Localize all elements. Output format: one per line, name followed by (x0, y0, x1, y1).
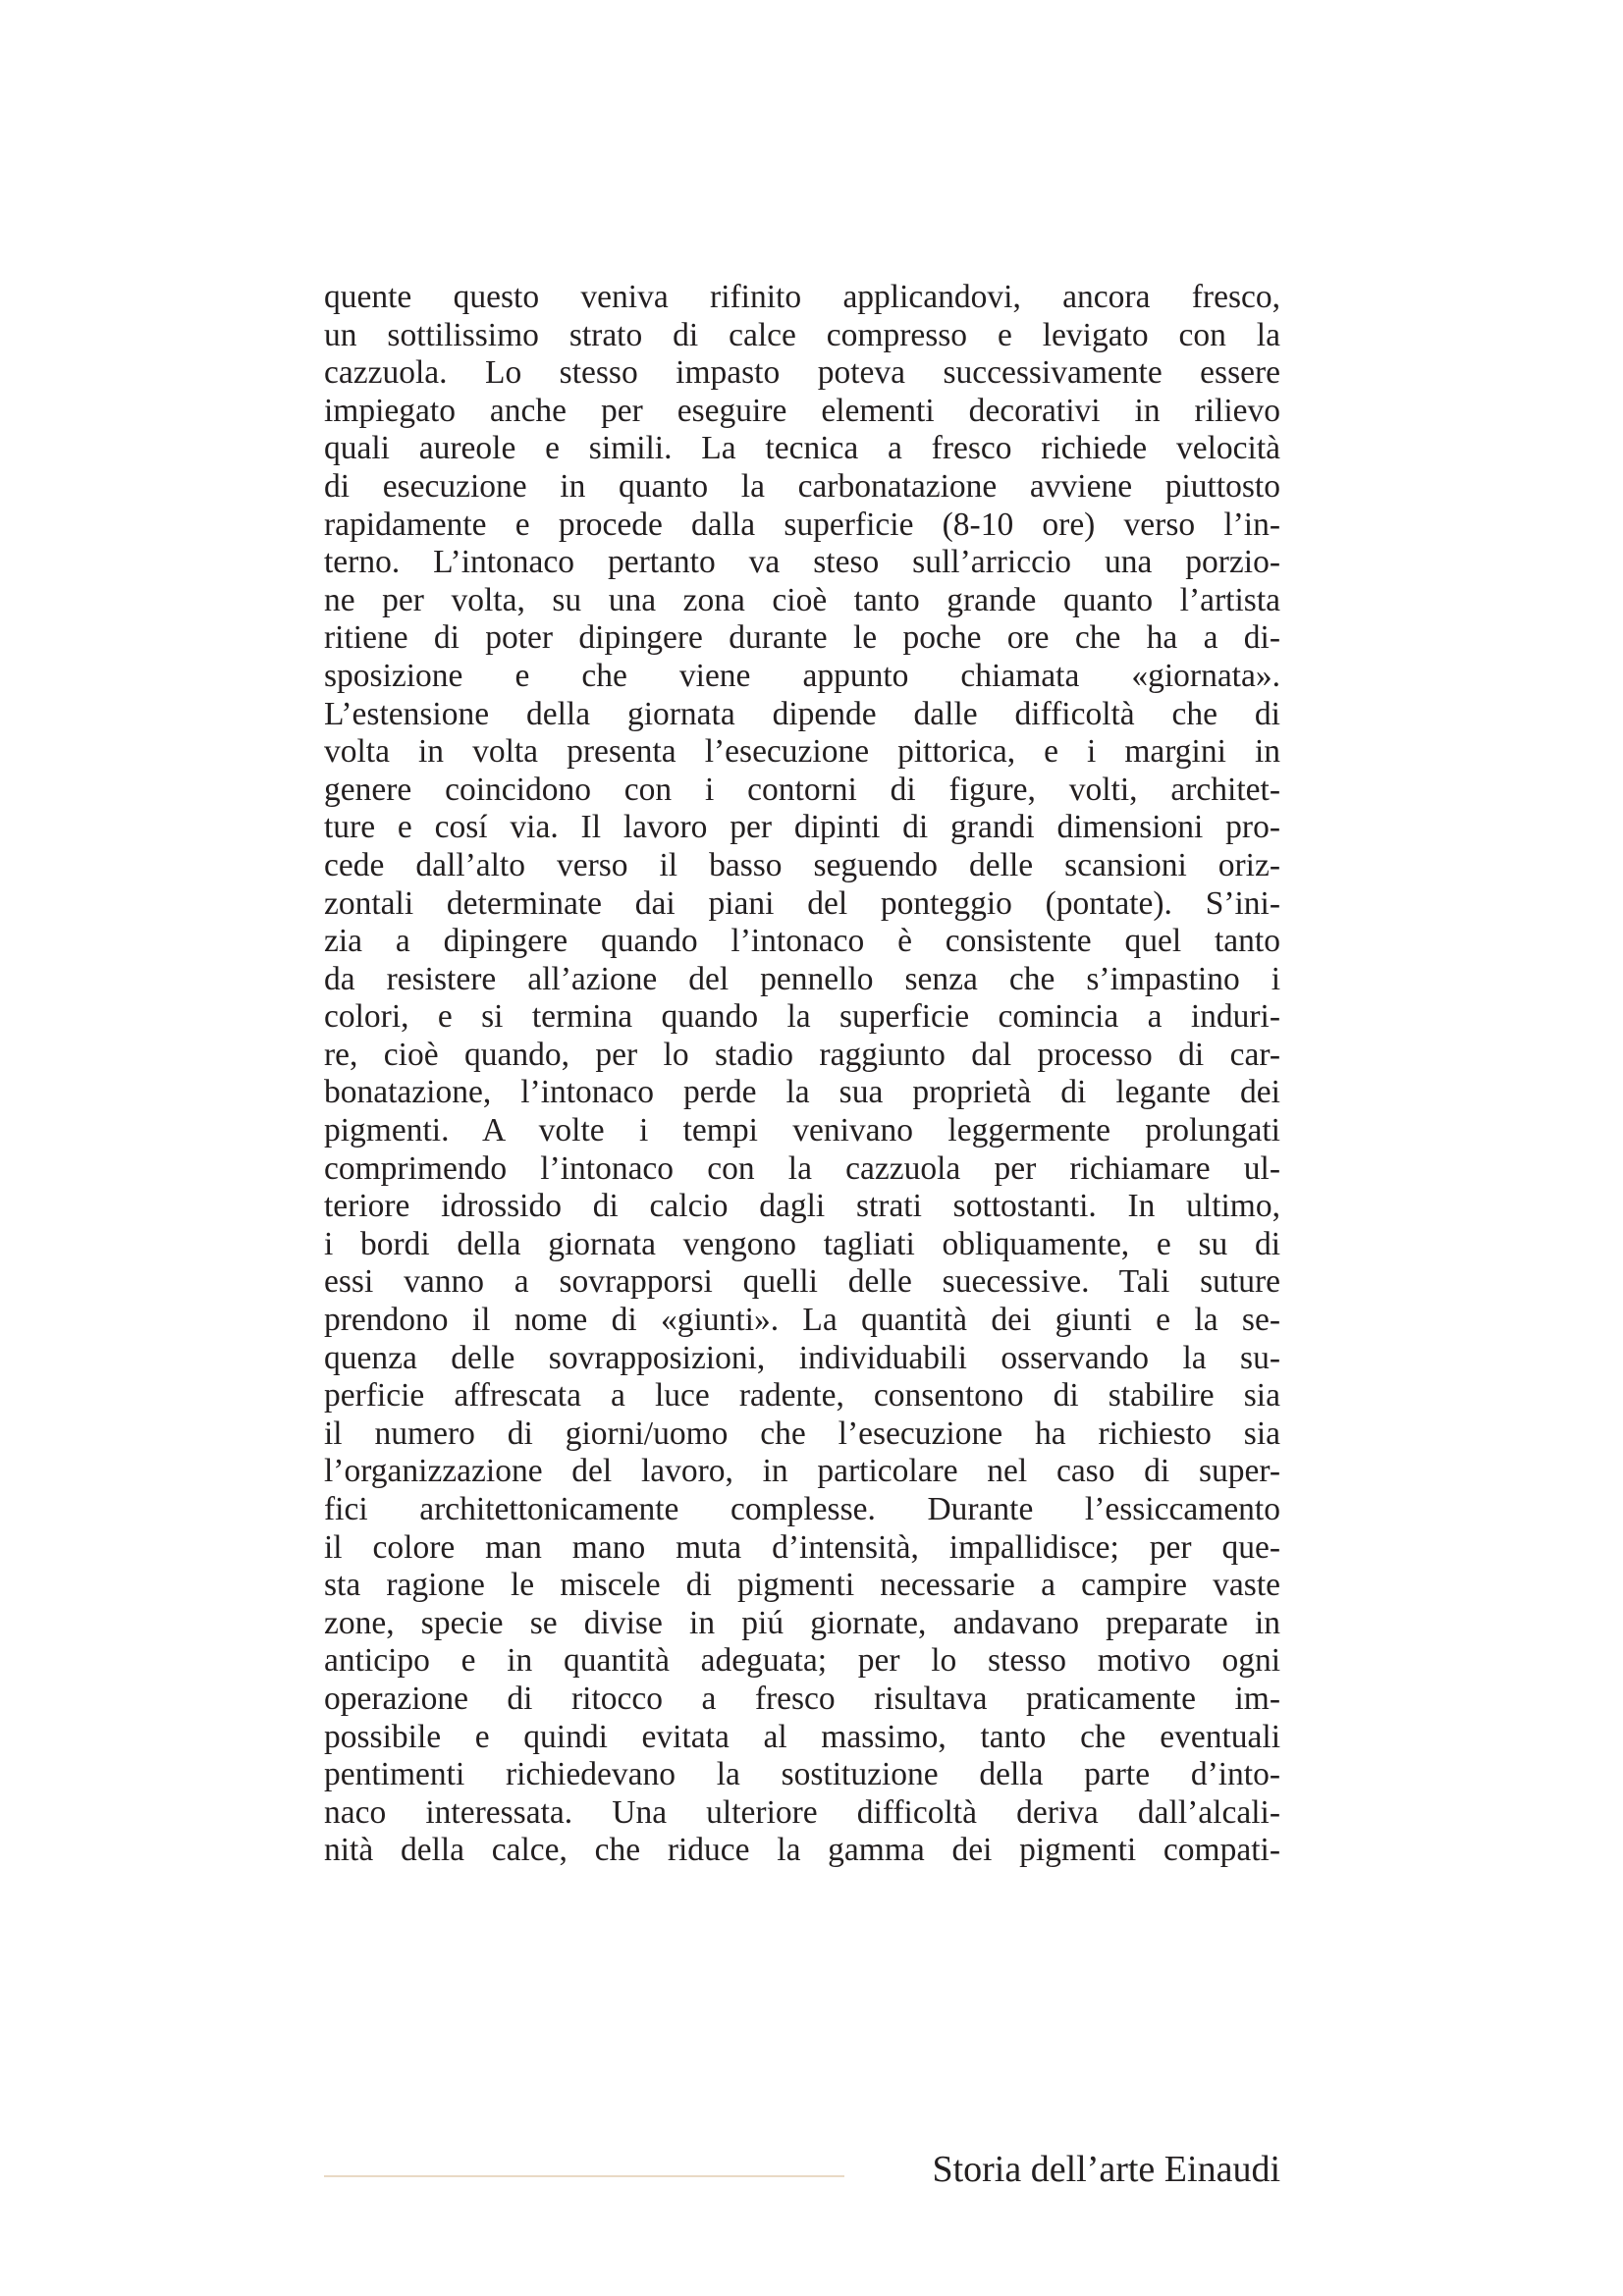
text-line: nità della calce, che riduce la gamma dei pigmenti compati- (324, 1832, 1280, 1869)
text-line: perficie affrescata a luce radente, consentono di stabilire sia (324, 1377, 1280, 1415)
text-line: naco interessata. Una ulteriore difficoltà deriva dall’alcali- (324, 1793, 1280, 1831)
text-line: essi vanno a sovrapporsi quelli delle suecessive. Tali suture (324, 1263, 1280, 1301)
text-line: genere coincidono con i contorni di figure, volti, architet- (324, 771, 1280, 808)
text-line: il colore man mano muta d’intensità, impallidisce; per que- (324, 1528, 1280, 1566)
text-line: possibile e quindi evitata al massimo, tanto che eventuali (324, 1718, 1280, 1755)
text-line: zia a dipingere quando l’intonaco è consistente quel tanto (324, 923, 1280, 960)
text-line: prendono il nome di «giunti». La quantità dei giunti e la se- (324, 1302, 1280, 1339)
text-line: ritiene di poter dipingere durante le poche ore che ha a di- (324, 619, 1280, 657)
text-line: impiegato anche per eseguire elementi decorativi in rilievo (324, 392, 1280, 429)
text-line: terno. L’intonaco pertanto va steso sull’arriccio una porzio- (324, 544, 1280, 581)
text-line: re, cioè quando, per lo stadio raggiunto dal processo di car- (324, 1036, 1280, 1073)
text-line: sposizione e che viene appunto chiamata «giornata». (324, 657, 1280, 694)
text-line: il numero di giorni/uomo che l’esecuzione ha richiesto sia (324, 1415, 1280, 1452)
text-line: teriore idrossido di calcio dagli strati sottostanti. In ultimo, (324, 1188, 1280, 1225)
text-line: pentimenti richiedevano la sostituzione della parte d’into- (324, 1756, 1280, 1793)
text-line: colori, e si termina quando la superficie comincia a induri- (324, 998, 1280, 1036)
text-line: cazzuola. Lo stesso impasto poteva successivamente essere (324, 354, 1280, 392)
text-line: comprimendo l’intonaco con la cazzuola per richiamare ul- (324, 1149, 1280, 1187)
text-line: zontali determinate dai piani del ponteggio (pontate). S’ini- (324, 884, 1280, 922)
text-line: l’organizzazione del lavoro, in particolare nel caso di super- (324, 1453, 1280, 1490)
text-line: L’estensione della giornata dipende dalle difficoltà che di (324, 695, 1280, 732)
footer-rule (324, 2175, 844, 2177)
text-line: i bordi della giornata vengono tagliati obliquamente, e su di (324, 1225, 1280, 1262)
text-line: fici architettonicamente complesse. Durante l’essiccamento (324, 1491, 1280, 1527)
text-line: zone, specie se divise in piú giornate, andavano preparate in (324, 1604, 1280, 1641)
text-line: quenza delle sovrapposizioni, individuabili osservando la su- (324, 1339, 1280, 1376)
body-text (324, 279, 1280, 1870)
text-line: quali aureole e simili. La tecnica a fresco richiede velocità (324, 430, 1280, 467)
text-line: anticipo e in quantità adeguata; per lo stesso motivo ogni (324, 1642, 1280, 1680)
footer-title: Storia dell’arte Einaudi (932, 2149, 1280, 2190)
text-line: ne per volta, su una zona cioè tanto grande quanto l’artista (324, 581, 1280, 618)
text-line: di esecuzione in quanto la carbonatazione avviene piuttosto (324, 467, 1280, 505)
text-line: operazione di ritocco a fresco risultava praticamente im- (324, 1680, 1280, 1717)
text-line: rapidamente e procede dalla superficie (8-10 ore) verso l’in- (324, 506, 1280, 543)
text-line: quente questo veniva rifinito applicandovi, ancora fresco, (324, 279, 1280, 315)
page-footer (324, 2145, 1280, 2194)
text-line: ture e cosí via. Il lavoro per dipinti di grandi dimensioni pro- (324, 809, 1280, 846)
text-line: pigmenti. A volte i tempi venivano leggermente prolungati (324, 1112, 1280, 1149)
text-line: un sottilissimo strato di calce compresso e levigato con la (324, 316, 1280, 353)
text-line: cede dall’alto verso il basso seguendo delle scansioni oriz- (324, 846, 1280, 883)
text-line: sta ragione le miscele di pigmenti necessarie a campire vaste (324, 1567, 1280, 1604)
text-line: da resistere all’azione del pennello senza che s’impastino i (324, 960, 1280, 997)
text-line: volta in volta presenta l’esecuzione pittorica, e i margini in (324, 733, 1280, 771)
text-line: bonatazione, l’intonaco perde la sua proprietà di legante dei (324, 1074, 1280, 1111)
